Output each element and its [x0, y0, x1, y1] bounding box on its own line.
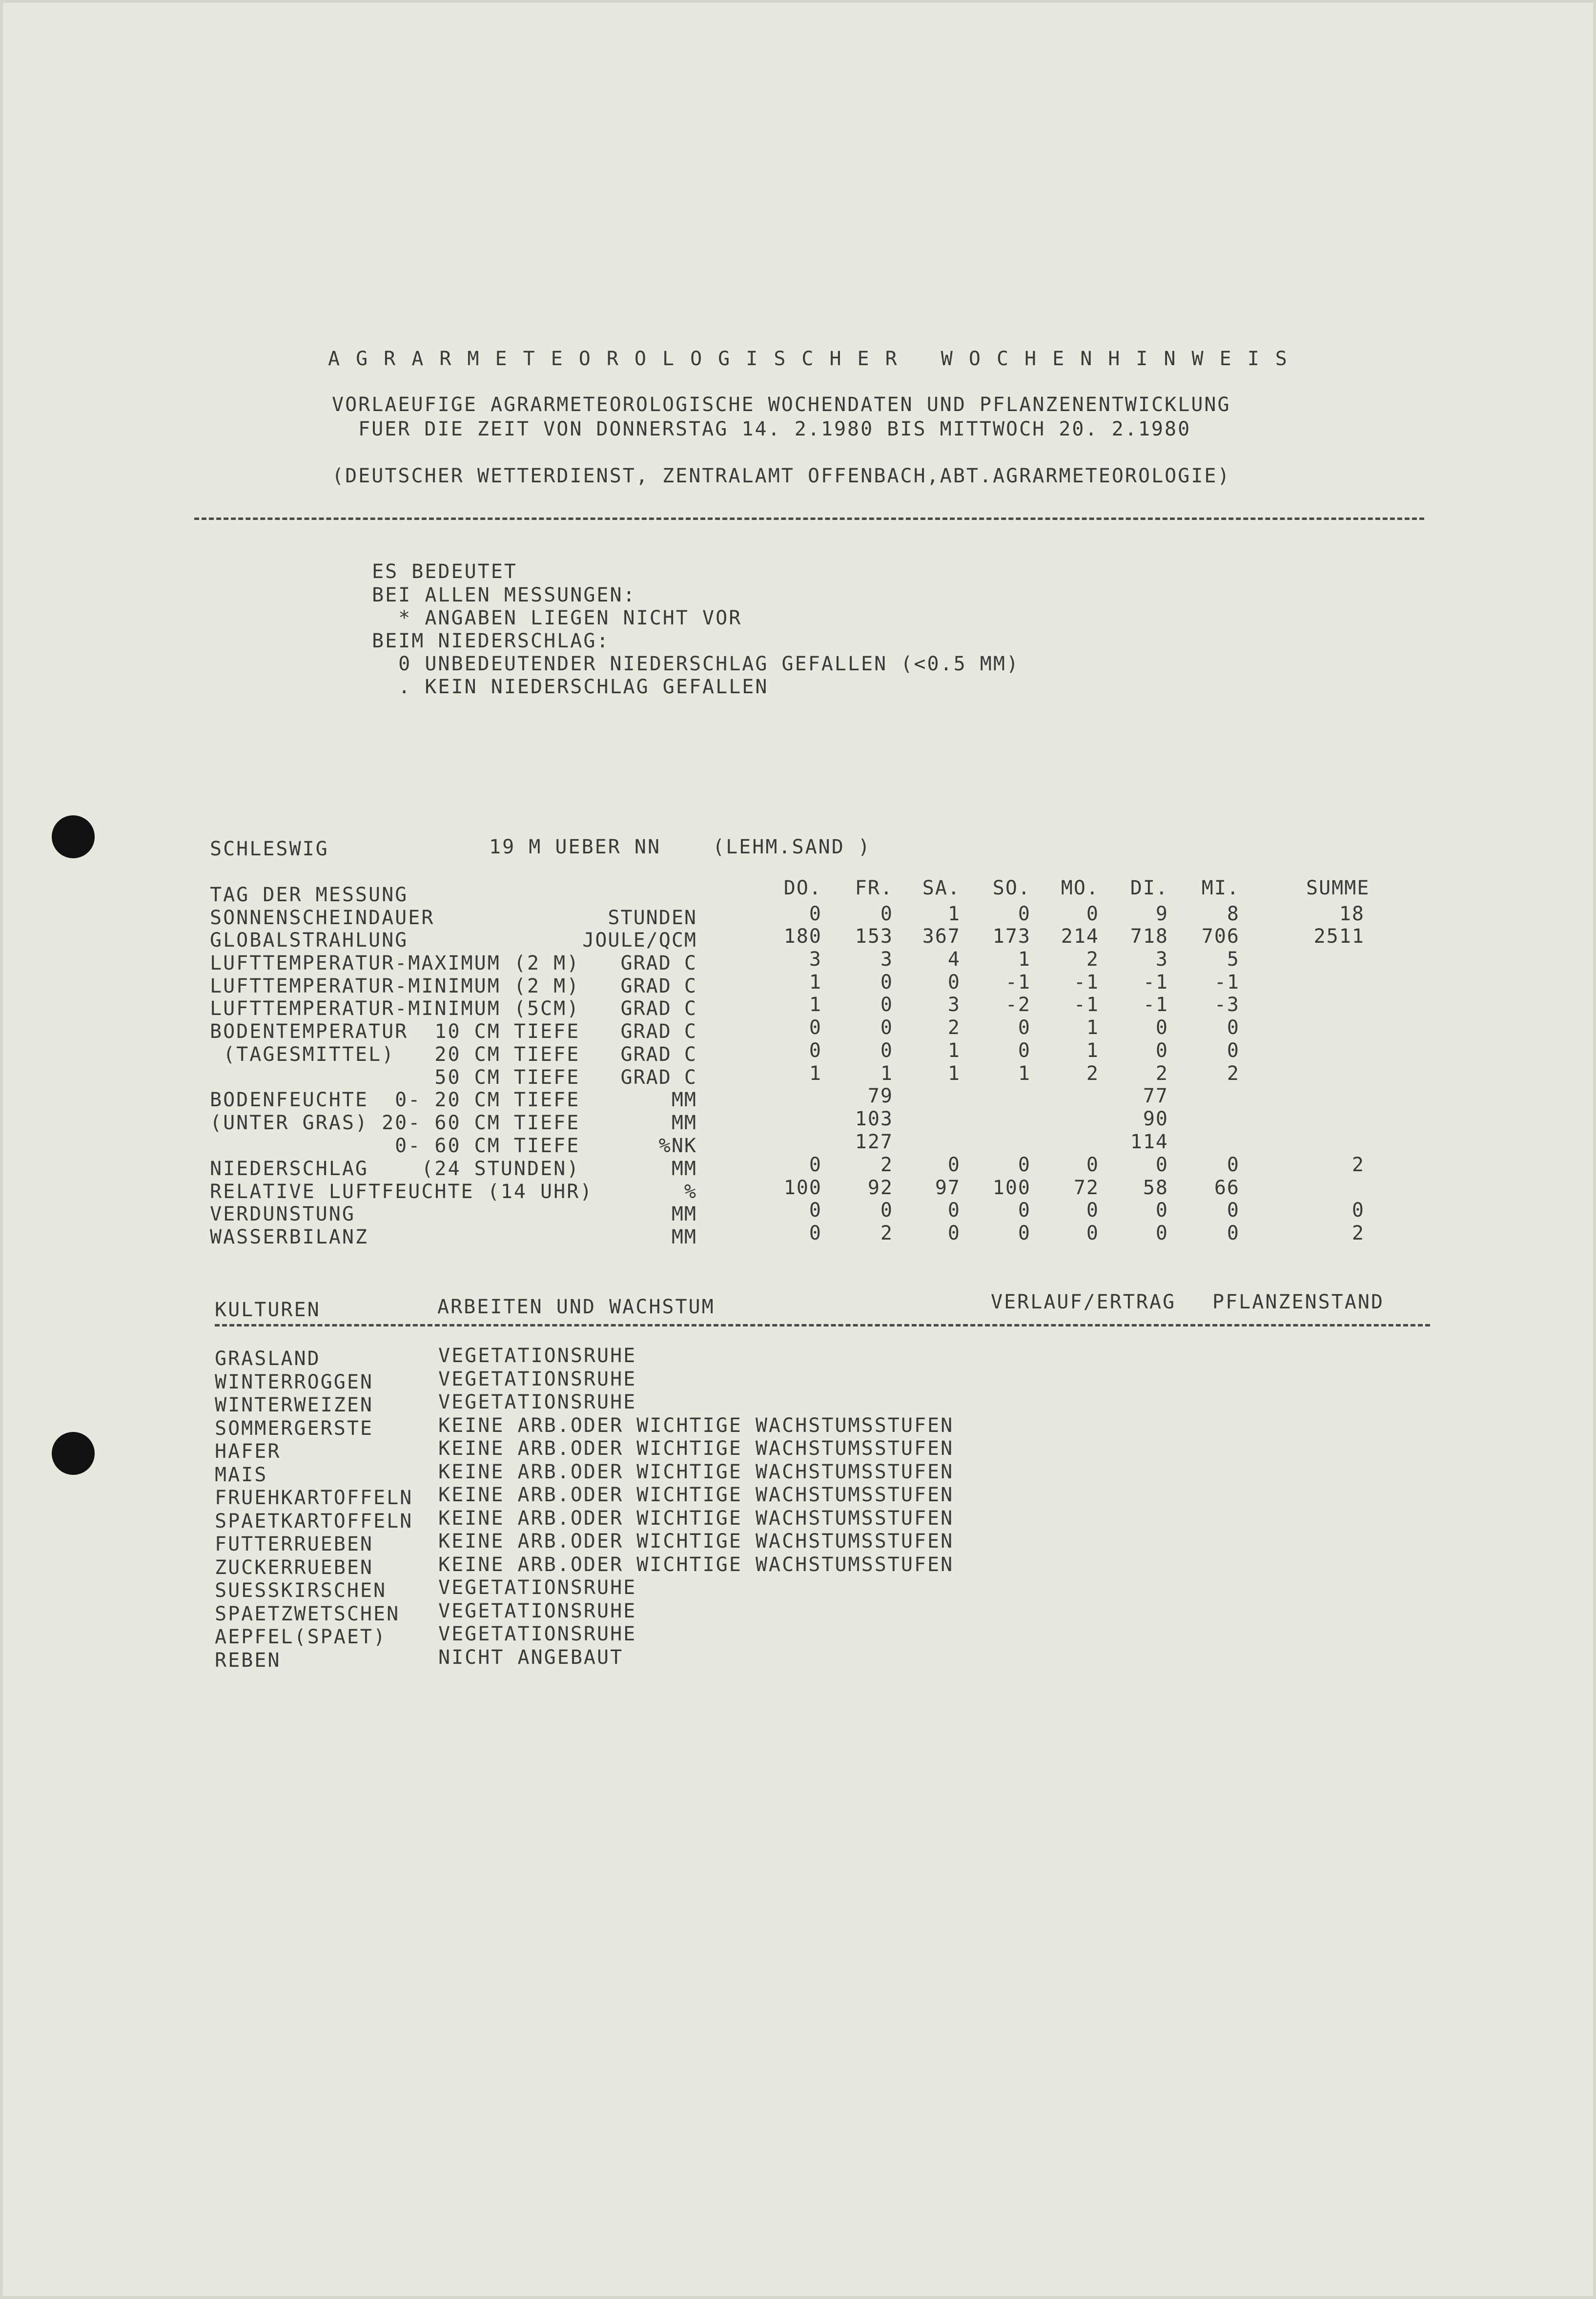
- measurement-value: 0: [947, 1199, 961, 1222]
- measurement-unit: GRAD C: [620, 975, 697, 997]
- measurement-value: 100: [992, 1177, 1031, 1199]
- measurement-value: 2: [1155, 1062, 1168, 1085]
- measurement-value: -1: [1143, 971, 1168, 994]
- measurement-value: 1: [809, 994, 822, 1016]
- crop-status: KEINE ARB.ODER WICHTIGE WACHSTUMSSTUFEN: [438, 1484, 954, 1506]
- crop-name: SOMMERGERSTE: [215, 1417, 373, 1440]
- legend-line: 0 UNBEDEUTENDER NIEDERSCHLAG GEFALLEN (<0.5 MM): [372, 653, 1020, 675]
- crop-status: KEINE ARB.ODER WICHTIGE WACHSTUMSSTUFEN: [438, 1414, 954, 1437]
- crop-name: ZUCKERRUEBEN: [215, 1556, 373, 1579]
- measurement-value: 3: [1155, 948, 1168, 971]
- crop-name: WINTERROGGEN: [215, 1371, 373, 1393]
- measurement-value: 3: [947, 994, 961, 1016]
- measurement-value: 8: [1227, 903, 1240, 925]
- measurement-value: 0: [1227, 1039, 1240, 1062]
- measurement-value: -1: [1073, 994, 1099, 1016]
- measurement-value: 0: [809, 1199, 822, 1222]
- measurement-label: GLOBALSTRAHLUNG: [210, 929, 409, 952]
- measurement-value: -3: [1214, 994, 1240, 1016]
- measurement-value: 1: [1086, 1016, 1099, 1039]
- measurement-value: 0: [1086, 1222, 1099, 1244]
- measurement-value: 173: [992, 925, 1031, 948]
- legend-line: * ANGABEN LIEGEN NICHT VOR: [372, 607, 742, 629]
- legend-line: ES BEDEUTET: [372, 560, 517, 583]
- day-header: SA.: [922, 877, 961, 899]
- crops-col-pflanzenstand: PFLANZENSTAND: [1212, 1291, 1385, 1313]
- crop-name: AEPFEL(SPAET): [215, 1626, 387, 1648]
- measurement-value: 97: [935, 1177, 961, 1199]
- measurement-value: 0: [880, 971, 893, 994]
- crop-status: KEINE ARB.ODER WICHTIGE WACHSTUMSSTUFEN: [438, 1530, 954, 1553]
- measurement-value: 0: [1018, 1154, 1031, 1176]
- crop-name: SUESSKIRSCHEN: [215, 1579, 387, 1602]
- measurement-value: 1: [1086, 1039, 1099, 1062]
- crop-status: VEGETATIONSRUHE: [438, 1600, 637, 1622]
- day-header: DI.: [1130, 877, 1168, 899]
- measurement-value: 0: [947, 1154, 961, 1176]
- measurement-value: 0: [809, 1154, 822, 1176]
- crop-name: REBEN: [215, 1649, 281, 1672]
- measurement-sum: 2511: [1313, 925, 1365, 948]
- legend-line: . KEIN NIEDERSCHLAG GEFALLEN: [372, 676, 769, 698]
- measurement-value: 1: [947, 903, 961, 925]
- measurement-sum: 18: [1339, 903, 1365, 925]
- measurement-unit: MM: [671, 1089, 697, 1111]
- measurement-label: LUFTTEMPERATUR-MINIMUM (5CM): [210, 997, 580, 1020]
- crop-name: MAIS: [215, 1464, 268, 1486]
- measurement-value: 3: [809, 948, 822, 971]
- measurement-value: 90: [1143, 1108, 1168, 1130]
- measurement-unit: GRAD C: [620, 1020, 697, 1043]
- crops-col-kulturen: KULTUREN: [215, 1299, 321, 1321]
- measurement-unit: MM: [671, 1226, 697, 1248]
- measurement-value: 0: [1227, 1199, 1240, 1222]
- measurement-unit: GRAD C: [620, 952, 697, 974]
- measurement-value: 0: [1227, 1016, 1240, 1039]
- crop-status: VEGETATIONSRUHE: [438, 1368, 637, 1390]
- legend-line: BEIM NIEDERSCHLAG:: [372, 630, 610, 652]
- measurement-value: -1: [1005, 971, 1031, 994]
- measurement-value: 0: [809, 903, 822, 925]
- crop-name: HAFER: [215, 1440, 281, 1463]
- measurement-value: 72: [1073, 1177, 1099, 1199]
- measurement-value: 0: [1018, 1222, 1031, 1244]
- measurement-value: 367: [922, 925, 961, 948]
- measurement-value: 153: [855, 925, 893, 948]
- measurement-label: LUFTTEMPERATUR-MINIMUM (2 M): [210, 975, 580, 997]
- measurement-value: 2: [1086, 948, 1099, 971]
- measurement-value: 0: [1086, 903, 1099, 925]
- measurement-value: 0: [880, 994, 893, 1016]
- measurement-value: 2: [880, 1154, 893, 1176]
- measurement-value: 0: [1018, 1199, 1031, 1222]
- measurement-value: 1: [880, 1062, 893, 1085]
- measurement-label: SONNENSCHEINDAUER: [210, 907, 435, 929]
- crop-status: VEGETATIONSRUHE: [438, 1623, 637, 1645]
- crops-divider: [215, 1324, 1430, 1326]
- measurement-unit: MM: [671, 1203, 697, 1225]
- measurement-unit: MM: [671, 1112, 697, 1134]
- measurement-value: 0: [1155, 1199, 1168, 1222]
- measurement-value: 58: [1143, 1177, 1168, 1199]
- measurement-value: 0: [1155, 1154, 1168, 1176]
- crop-status: NICHT ANGEBAUT: [438, 1646, 624, 1669]
- measurement-value: 0: [880, 903, 893, 925]
- crops-col-verlauf: VERLAUF/ERTRAG: [991, 1291, 1176, 1313]
- measurement-value: 77: [1143, 1085, 1168, 1107]
- measurement-unit: GRAD C: [620, 997, 697, 1020]
- measurement-value: -1: [1143, 994, 1168, 1016]
- measurement-label: (TAGESMITTEL) 20 CM TIEFE: [210, 1043, 580, 1066]
- crop-name: WINTERWEIZEN: [215, 1394, 373, 1416]
- station-name: SCHLESWIG: [210, 838, 329, 860]
- measurement-value: -1: [1214, 971, 1240, 994]
- measurement-value: 3: [880, 948, 893, 971]
- measurement-value: 103: [855, 1108, 893, 1130]
- measurement-label: RELATIVE LUFTFEUCHTE (14 UHR): [210, 1181, 593, 1203]
- measurement-sum: 0: [1351, 1199, 1365, 1222]
- measurement-value: 1: [947, 1039, 961, 1062]
- measurement-value: 0: [1018, 1016, 1031, 1039]
- measurement-value: 2: [1086, 1062, 1099, 1085]
- measurement-value: 214: [1061, 925, 1099, 948]
- subtitle-line-1: VORLAEUFIGE AGRARMETEOROLOGISCHE WOCHENDATEN UND PFLANZENENTWICKLUNG: [332, 394, 1231, 416]
- station-altitude: 19 M UEBER NN: [489, 836, 661, 858]
- crop-name: SPAETZWETSCHEN: [215, 1603, 400, 1625]
- measurement-value: 0: [1155, 1016, 1168, 1039]
- measurement-value: 0: [1018, 903, 1031, 925]
- legend-line: BEI ALLEN MESSUNGEN:: [372, 584, 636, 606]
- measurement-unit: GRAD C: [620, 1043, 697, 1066]
- crop-status: VEGETATIONSRUHE: [438, 1345, 637, 1367]
- crop-status: VEGETATIONSRUHE: [438, 1391, 637, 1413]
- measurement-value: 9: [1155, 903, 1168, 925]
- measurement-value: 1: [809, 971, 822, 994]
- crops-col-arbeiten: ARBEITEN UND WACHSTUM: [437, 1296, 715, 1318]
- measurement-value: 0: [880, 1199, 893, 1222]
- crop-status: KEINE ARB.ODER WICHTIGE WACHSTUMSSTUFEN: [438, 1437, 954, 1460]
- measurement-unit: %: [684, 1181, 697, 1203]
- measurement-value: 706: [1201, 925, 1240, 948]
- measurement-value: 0: [1155, 1222, 1168, 1244]
- measurement-unit: JOULE/QCM: [582, 929, 697, 952]
- measurement-value: 4: [947, 948, 961, 971]
- day-header: FR.: [855, 877, 893, 899]
- measurement-value: 1: [1018, 948, 1031, 971]
- punch-hole-top: [52, 815, 95, 858]
- measurement-label: BODENFEUCHTE 0- 20 CM TIEFE: [210, 1089, 580, 1111]
- measurement-value: 114: [1130, 1131, 1168, 1153]
- measurement-sum: 2: [1351, 1222, 1365, 1244]
- day-header: SO.: [992, 877, 1031, 899]
- measurement-value: 92: [867, 1177, 893, 1199]
- crop-name: SPAETKARTOFFELN: [215, 1510, 413, 1533]
- measurement-value: 0: [1086, 1199, 1099, 1222]
- crop-name: GRASLAND: [215, 1347, 321, 1370]
- station-soil: (LEHM.SAND ): [713, 836, 871, 858]
- measurement-label: WASSERBILANZ: [210, 1226, 368, 1248]
- measurement-unit: MM: [671, 1158, 697, 1180]
- measurement-label: LUFTTEMPERATUR-MAXIMUM (2 M): [210, 952, 580, 974]
- measurement-label: (UNTER GRAS) 20- 60 CM TIEFE: [210, 1112, 580, 1134]
- measurement-label: 0- 60 CM TIEFE: [210, 1135, 580, 1157]
- day-header: MI.: [1201, 877, 1240, 899]
- measurement-value: 2: [1227, 1062, 1240, 1085]
- crop-status: KEINE ARB.ODER WICHTIGE WACHSTUMSSTUFEN: [438, 1507, 954, 1530]
- measurement-value: 5: [1227, 948, 1240, 971]
- measurement-value: 0: [880, 1039, 893, 1062]
- measurement-value: 100: [783, 1177, 822, 1199]
- crop-status: KEINE ARB.ODER WICHTIGE WACHSTUMSSTUFEN: [438, 1461, 954, 1483]
- measurement-value: 180: [783, 925, 822, 948]
- measurement-value: 0: [809, 1222, 822, 1244]
- measurement-value: 0: [880, 1016, 893, 1039]
- crop-status: VEGETATIONSRUHE: [438, 1576, 637, 1599]
- crop-name: FUTTERRUEBEN: [215, 1533, 373, 1555]
- crop-status: KEINE ARB.ODER WICHTIGE WACHSTUMSSTUFEN: [438, 1553, 954, 1576]
- measurement-value: -1: [1073, 971, 1099, 994]
- page-title: AGRARMETEOROLOGISCHER WOCHENHINWEIS: [328, 348, 1303, 370]
- measurement-value: 79: [867, 1085, 893, 1107]
- measurement-value: 0: [1227, 1154, 1240, 1176]
- measurement-value: -2: [1005, 994, 1031, 1016]
- header-divider: [194, 518, 1424, 520]
- measurement-value: 66: [1214, 1177, 1240, 1199]
- measurement-value: 0: [1155, 1039, 1168, 1062]
- measurement-value: 0: [947, 1222, 961, 1244]
- source-line: (DEUTSCHER WETTERDIENST, ZENTRALAMT OFFENBACH,ABT.AGRARMETEOROLOGIE): [332, 465, 1231, 487]
- measurement-label: NIEDERSCHLAG (24 STUNDEN): [210, 1158, 580, 1180]
- measurement-value: 1: [947, 1062, 961, 1085]
- measurement-value: 127: [855, 1131, 893, 1153]
- punch-hole-bottom: [52, 1432, 95, 1475]
- day-header: MO.: [1061, 877, 1099, 899]
- measurement-value: 0: [809, 1039, 822, 1062]
- measurement-value: 2: [880, 1222, 893, 1244]
- measurement-label: VERDUNSTUNG: [210, 1203, 355, 1225]
- measurement-value: 718: [1130, 925, 1168, 948]
- day-header: DO.: [783, 877, 822, 899]
- measurement-value: 1: [809, 1062, 822, 1085]
- measurement-sum: 2: [1351, 1154, 1365, 1176]
- measurement-value: 2: [947, 1016, 961, 1039]
- measurement-unit: STUNDEN: [608, 907, 697, 929]
- measurement-label: 50 CM TIEFE: [210, 1066, 580, 1089]
- subtitle-line-2: FUER DIE ZEIT VON DONNERSTAG 14. 2.1980 BIS MITTWOCH 20. 2.1980: [358, 418, 1191, 440]
- measurement-value: 0: [1086, 1154, 1099, 1176]
- measurement-value: 0: [947, 971, 961, 994]
- measurement-unit: %NK: [658, 1135, 697, 1157]
- table-header-label: TAG DER MESSUNG: [210, 884, 409, 906]
- measurement-value: 0: [809, 1016, 822, 1039]
- crop-name: FRUEHKARTOFFELN: [215, 1487, 413, 1509]
- measurement-value: 0: [1227, 1222, 1240, 1244]
- sum-header: SUMME: [1306, 877, 1370, 899]
- measurement-unit: GRAD C: [620, 1066, 697, 1089]
- measurement-label: BODENTEMPERATUR 10 CM TIEFE: [210, 1020, 580, 1043]
- measurement-value: 1: [1018, 1062, 1031, 1085]
- measurement-value: 0: [1018, 1039, 1031, 1062]
